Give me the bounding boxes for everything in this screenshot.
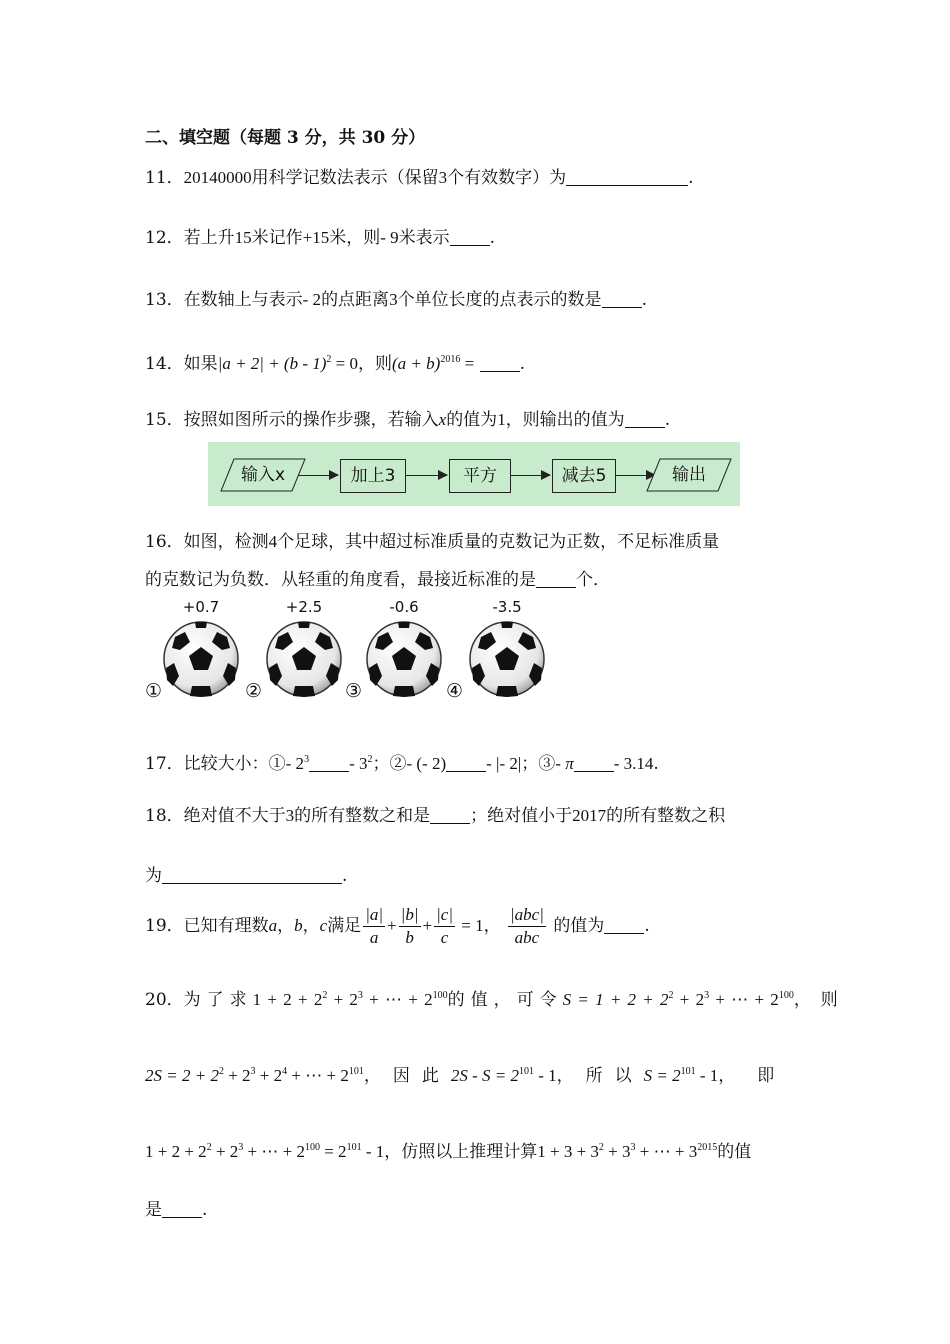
ball-3-mark: ③ — [345, 680, 363, 702]
ball-2-mark: ② — [245, 680, 263, 702]
question-13: 13．在数轴上与表示- 2的点距离3个单位长度的点表示的数是 . — [145, 290, 647, 310]
flow-step-square: 平方 — [449, 459, 511, 493]
ball-1-value: +0.7 — [182, 598, 220, 616]
flowchart — [208, 442, 740, 506]
ball-3-value: -0.6 — [389, 598, 419, 616]
answer-blank-14[interactable] — [480, 354, 520, 372]
answer-blank-13[interactable] — [602, 290, 642, 308]
answer-blank-11[interactable] — [566, 168, 688, 186]
flow-step-minus5: 减去5 — [552, 459, 616, 493]
question-16-line-2: 的克数记为负数．从轻重的角度看，最接近标准的是 个． — [145, 570, 610, 590]
ball-4-mark: ④ — [446, 680, 464, 702]
question-18: 18．绝对值不大于3的所有整数之和是 ；绝对值小于2017的所有整数之积 — [145, 806, 726, 826]
fraction-c: $\frac{|c|}{c}$ — [436, 905, 453, 947]
section-title: 二、填空题（每题 3 分，共 30 分） — [145, 128, 426, 148]
question-19: 19．已知有理数a，b，c满足 $\frac{|a|}{a}$ + $\frac{|b|}{b}$ + $\frac{|c|}{c}$ = 1， $\frac{\text{|abc|}}{\text{abc}}$ 的值为 . — [145, 905, 650, 947]
soccer-ball-2-icon — [265, 620, 343, 698]
answer-blank-18-2[interactable] — [162, 866, 342, 884]
answer-blank-12[interactable] — [450, 228, 490, 246]
fraction-abc: $\frac{\text{|abc|}}{\text{abc}}$ — [510, 905, 544, 947]
answer-blank-19[interactable] — [604, 916, 644, 934]
question-17: 17．比较大小：①- $2^3 - 3^2$；②- (- 2) - |- 2|；③- π - 3.14. — [145, 754, 659, 774]
question-20-line-4: 是 . — [145, 1200, 208, 1220]
answer-blank-18-1[interactable] — [430, 806, 470, 824]
question-18-line-2: 为 . — [145, 866, 348, 886]
soccer-ball-1-icon — [162, 620, 240, 698]
ball-1-mark: ① — [145, 680, 163, 702]
fraction-b: $\frac{|b|}{b}$ — [400, 905, 419, 947]
arrow-3 — [510, 475, 550, 476]
answer-blank-16[interactable] — [536, 570, 576, 588]
question-12: 12．若上升15米记作+15米，则- 9米表示 . — [145, 228, 496, 248]
arrow-2 — [405, 475, 447, 476]
question-11: 11．20140000用科学记数法表示（保留3个有效数字）为 . — [145, 168, 694, 188]
flow-step-add3: 加上3 — [340, 459, 406, 493]
question-16: 16．如图，检测4个足球，其中超过标准质量的克数记为正数，不足标准质量 — [145, 532, 720, 552]
flow-output-label: 输出 — [672, 465, 706, 485]
question-14: 14．如果|a + 2| + (b - 1)$^2$ = 0，则$(a + b)^{2016}$ = . — [145, 354, 525, 374]
fraction-a: $\frac{|a|}{a}$ — [365, 905, 384, 947]
soccer-ball-3-icon — [365, 620, 443, 698]
answer-blank-17-3[interactable] — [574, 754, 614, 772]
flow-input-label: 输入x — [240, 465, 286, 485]
answer-blank-17-1[interactable] — [309, 754, 349, 772]
question-20-line-3: $1 + 2 + 2^2 + 2^3$ + ⋯ + $2^{100} = 2^{101} - 1$，仿照以上推理计算$1 + 3 + 3^2 + 3^3$ + ⋯ + $3^{2015}$的值 — [145, 1142, 752, 1162]
question-20-line-1: 20．为了求$1 + 2 + 2^2 + 2^3$ + ⋯ + $2^{100}$的值，可令$S = 1 + 2 + 2^2 + 2^3$ + ⋯ + $2^{100}$，则 — [145, 990, 848, 1010]
ball-4-value: -3.5 — [492, 598, 522, 616]
question-20-line-2: $2S = 2 + 2^2 + 2^3 + 2^4$ + ⋯ + $2^{101}$，因此$2S - S = 2^{101} - 1$，所以$S = 2^{101} - 1$，即 — [145, 1066, 797, 1086]
question-15: 15．按照如图所示的操作步骤，若输入x的值为1，则输出的值为 . — [145, 410, 671, 430]
ball-2-value: +2.5 — [285, 598, 323, 616]
answer-blank-17-2[interactable] — [446, 754, 486, 772]
answer-blank-20[interactable] — [162, 1200, 202, 1218]
arrow-1 — [298, 475, 338, 476]
answer-blank-15[interactable] — [625, 410, 665, 428]
soccer-ball-4-icon — [468, 620, 546, 698]
